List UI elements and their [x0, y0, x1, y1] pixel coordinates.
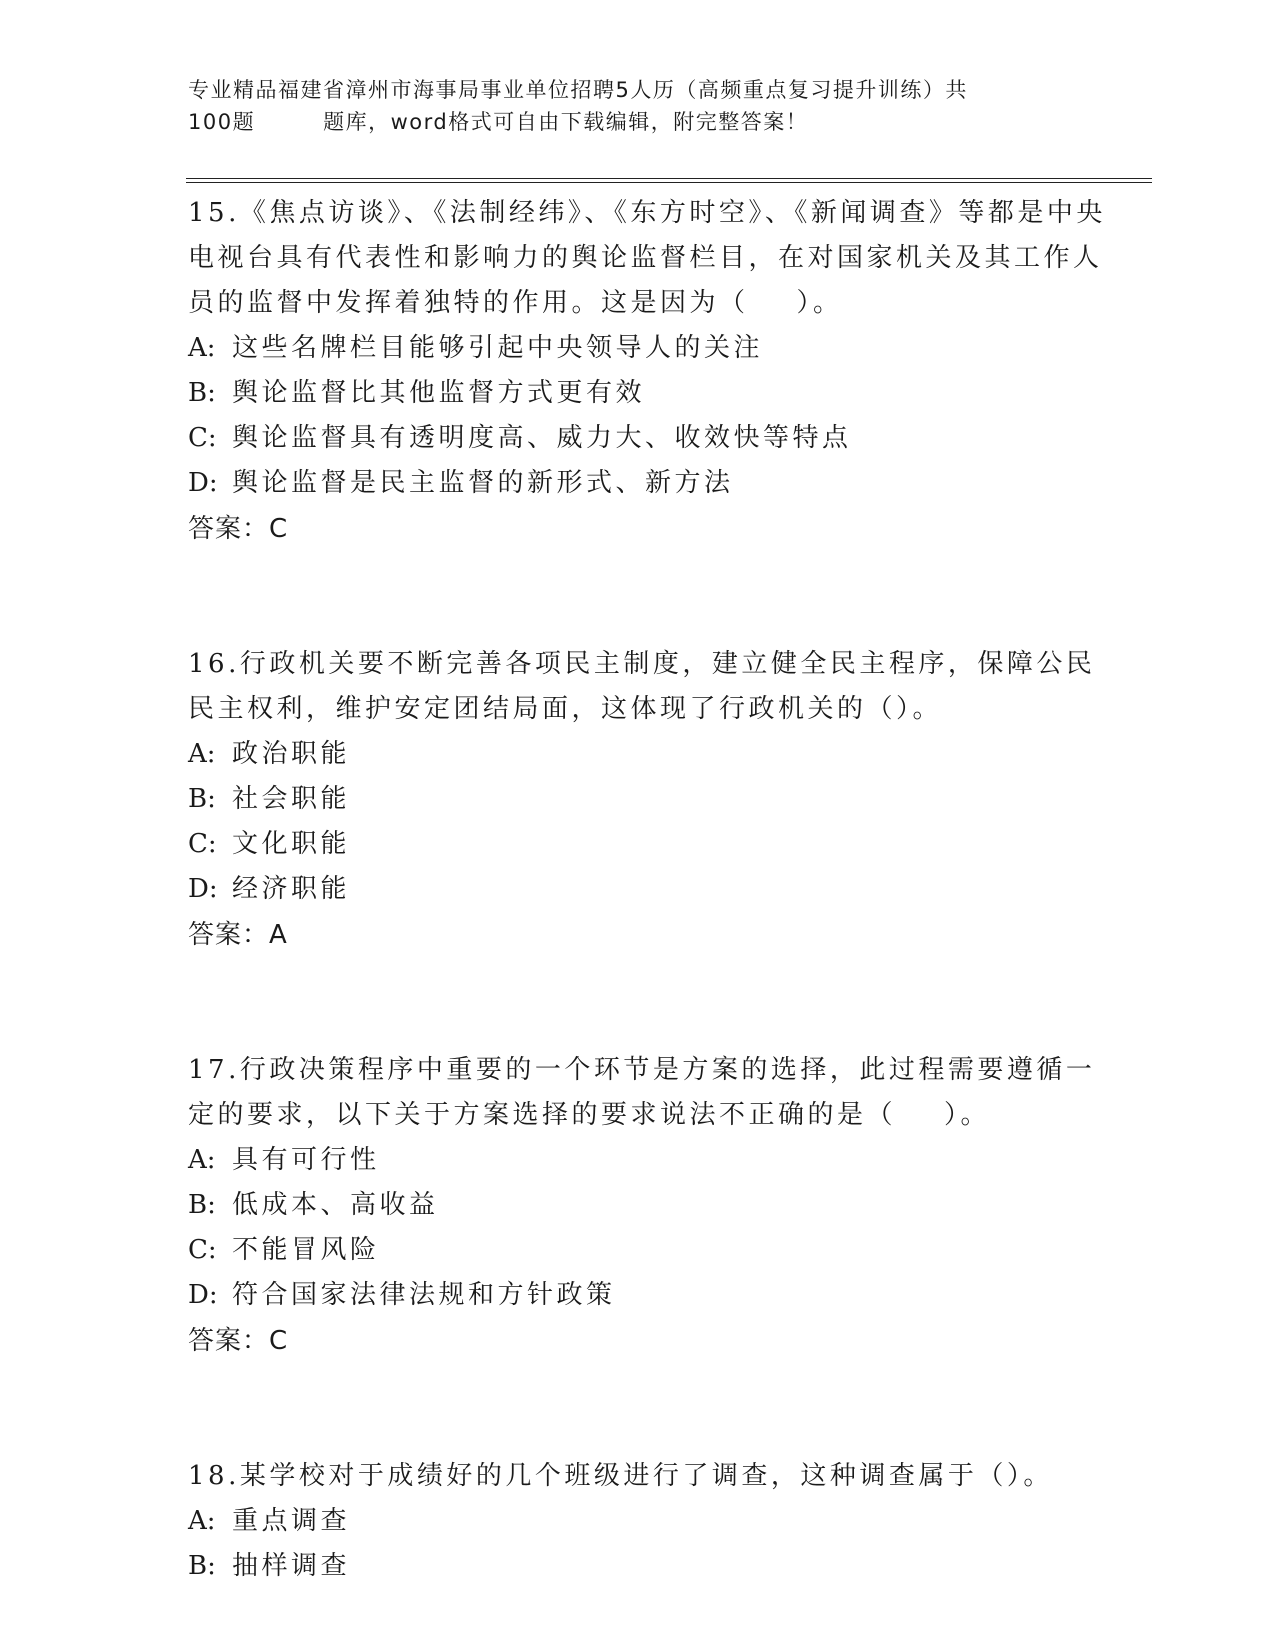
option-d: D: 经济职能	[188, 874, 351, 904]
option-c: C: 舆论监督具有透明度高、威力大、收效快等特点	[188, 423, 852, 453]
answer-line: 答案：C	[188, 514, 289, 544]
header-question-count: 100题	[188, 110, 256, 134]
option-c: C: 不能冒风险	[188, 1235, 380, 1265]
option-a: A: 政治职能	[188, 739, 351, 769]
header-rule-top	[186, 178, 1152, 179]
question-16	[188, 642, 1108, 958]
question-18	[188, 1454, 1108, 1589]
option-d: D: 符合国家法律法规和方针政策	[188, 1280, 616, 1310]
header-line-1: 专业精品福建省漳州市海事局事业单位招聘5人历（高频重点复习提升训练）共	[188, 78, 968, 102]
option-a: A: 这些名牌栏目能够引起中央领导人的关注	[188, 333, 764, 363]
answer-line: 答案：C	[188, 1326, 289, 1356]
question-stem: 15.《焦点访谈》、《法制经纬》、《东方时空》、《新闻调查》等都是中央电视台具有代表性和影响力的舆论监督栏目，在对国家机关及其工作人员的监督中发挥着独特的作用。这是因为（ ）。	[188, 198, 1106, 318]
document-header	[188, 74, 1088, 138]
question-stem: 16.行政机关要不断完善各项民主制度，建立健全民主程序，保障公民民主权利，维护安定团结局面，这体现了行政机关的（）。	[188, 649, 1096, 724]
option-c: C: 文化职能	[188, 829, 351, 859]
option-a: A: 具有可行性	[188, 1145, 380, 1175]
option-b: B: 社会职能	[188, 784, 351, 814]
option-b: B: 低成本、高收益	[188, 1190, 439, 1220]
question-list	[188, 191, 1108, 1589]
option-a: A: 重点调查	[188, 1506, 351, 1536]
option-d: D: 舆论监督是民主监督的新形式、新方法	[188, 468, 734, 498]
question-stem: 17.行政决策程序中重要的一个环节是方案的选择，此过程需要遵循一定的要求，以下关于方案选择的要求说法不正确的是（ ）。	[188, 1055, 1096, 1130]
header-description: 题库，word格式可自由下载编辑，附完整答案！	[323, 110, 809, 134]
header-rule-bottom	[186, 182, 1152, 183]
option-b: B: 舆论监督比其他监督方式更有效	[188, 378, 646, 408]
question-stem: 18.某学校对于成绩好的几个班级进行了调查，这种调查属于（）。	[188, 1461, 1053, 1491]
answer-line: 答案：A	[188, 920, 288, 950]
header-line-2	[188, 106, 1088, 138]
option-b: B: 抽样调查	[188, 1551, 351, 1581]
question-17	[188, 1048, 1108, 1364]
question-15	[188, 191, 1108, 552]
